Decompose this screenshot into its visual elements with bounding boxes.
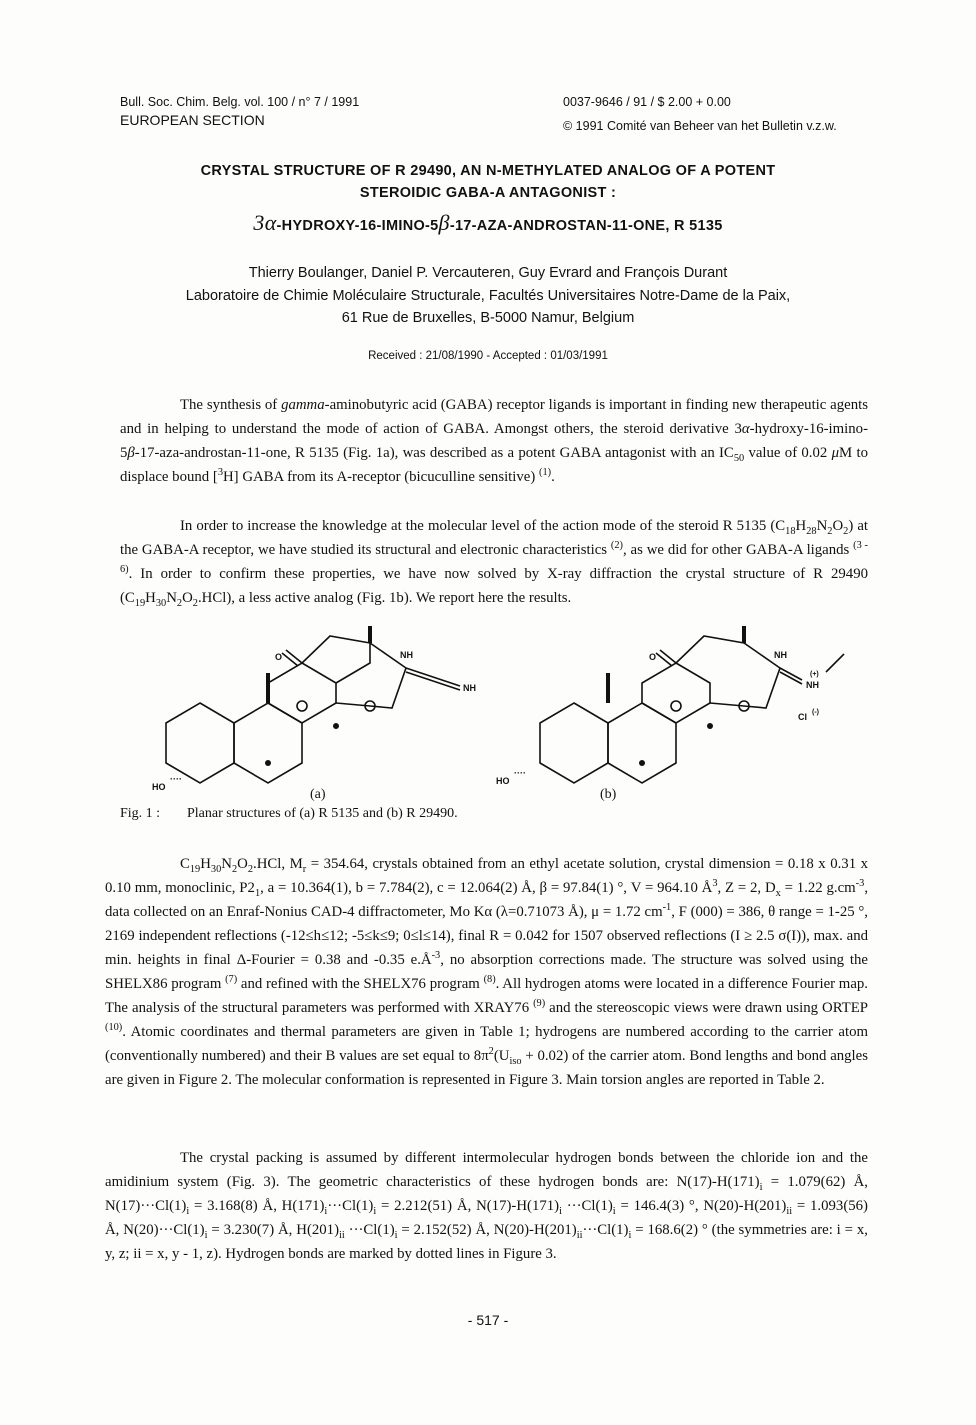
hashed-bond-a: ···· [170,774,182,784]
issn-price: 0037-9646 / 91 / $ 2.00 + 0.00 [563,95,731,109]
n-methyl-bond [826,654,844,672]
ring-b-left [540,703,608,783]
atom-label-o-a: O [275,652,283,662]
carbonyl-b-1 [660,650,676,663]
atom-label-cl: Cl [798,712,807,722]
page-number: - 517 - [467,1312,509,1328]
imine-a-2 [406,672,460,690]
affiliation-line-1: Laboratoire de Chimie Moléculaire Structurale, Facultés Universitaires Notre-Dame de la Paix, [185,288,791,304]
figure-caption: Planar structures of (a) R 5135 and (b) R 29490. [187,806,458,821]
hydrogen-bond-paragraph: The crystal packing is assumed by different intermolecular hydrogen bonds between the chloride ion and the amidinium system (Fig. 3). The geometric characteristics of these hydrogen bonds are: $N(17)-H(171)_i = 1.079(62)$ Å, $N(17)\cdot\cdot\cdot Cl(1)_i = 3.168(8)$ Å, $H(171)_i\cdot\cdot\cdot Cl(1)_i = 2.212(51)$ Å, $N(17)-H(171)_i \cdot\cdot\cdot Cl(1)_i = 146.4(3)$ °, $N(20)-H(201)_{ii} = 1.093(56)$ Å, $N(20)\cdot\cdot\cdot Cl(1)_i = 3.230(7)$ Å, $H(201)_{ii} \cdot\cdot\cdot Cl(1)_i = 2.152(52)$ Å, $N(20)-H(201)_{ii}\cdot\cdot\cdot Cl(1)_i = 168.6(2)$ ° (the symmetries are: i = x, y, z; ii = x, y - 1, z). Hydrogen bonds are marked by dotted lines in Figure 3. [105,1150,868,1262]
title-line-3-end: -17-AZA-ANDROSTAN-11-ONE, R 5135 [449,218,723,234]
bond-a-upper [336,643,370,683]
beta-symbol: β [438,210,450,235]
crystal-data-paragraph: $C_{19}H_{30}N_2O_2.HCl$, $M_r = 354.64$, crystals obtained from an ethyl acetate solution, crystal dimension = 0.18 x 0.31 x 0.10 mm, monoclinic, $P2_1$, a = 10.364(1), b = 7.784(2), c = 12.064(2) Å, β = 97.84(1) °, V = 964.10 $Å^3$, Z = 2, $D_x = 1.22$ $g.cm^{-3}$, data collected on an Enraf-Nonius CAD-4 diffractometer, Mo Kα (λ=0.71073 Å), μ = 1.72 $cm^{-1}$, F (000) = 386, θ range = 1-25 °, 2169 independent reflections (-12≤h≤12; -5≤k≤9; 0≤l≤14), final R = 0.042 for 1507 observed reflections (I ≥ 2.5 σ(I)), max. and min. heights in final Δ-Fourier = 0.38 and -0.35 $e.Å^{-3}$, no absorption corrections made. The structure was solved using the SHELX86 program $^{(7)}$ and refined with the SHELX76 program $^{(8)}$. All hydrogen atoms were located in a difference Fourier map. The analysis of the structural parameters was performed with XRAY76 $^{(9)}$ and the stereoscopic views were drawn using ORTEP $^{(10)}$. Atomic coordinates and thermal parameters are given in Table 1; hydrogens are numbered according to the carrier atom (conventionally numbered) and their B values are set equal to $8\pi^2(U_{iso} + 0.02)$ of the carrier atom. Bond lengths and bond angles are given in Figure 2. The molecular conformation is represented in Figure 3. Main torsion angles are reported in Table 2. [105,856,869,1088]
figure-label: Fig. 1 : [120,806,161,821]
atom-label-nh-imine-b: NH [806,680,819,690]
abstract-paragraph-2: In order to increase the knowledge at the molecular level of the action mode of the steroid R 5135 $(C_{18}H_{28}N_2O_2)$ at the GABA-A receptor, we have studied its structural and electronic characteristics $^{(2)}$, as we did for other GABA-A ligands $^{(3 - 6)}$. In order to confirm these properties, we have now solved by X-ray diffraction the crystal structure of R 29490 $(C_{19}H_{30}N_2O_2.HCl)$, a less active analog (Fig. 1b). We report here the results. [120,518,869,609]
ring-b-middle [608,703,676,783]
carbonyl-b-2 [656,653,672,666]
stereo-center-b-1 [671,701,681,711]
journal-reference: Bull. Soc. Chim. Belg. vol. 100 / n° 7 / 1991 [120,95,360,109]
carbonyl-a-1 [286,650,302,663]
title-line-2: STEROIDIC GABA-A ANTAGONIST : [359,185,617,201]
stereo-dot-a-2 [333,723,339,729]
title-line-3-mid: -HYDROXY-16-IMINO-5 [276,218,439,234]
stereo-dot-b-2 [707,723,713,729]
ring-a-middle [234,703,302,783]
atom-label-nh-ring-a: NH [400,650,413,660]
ring-a-left [166,703,234,783]
ring-a-upper [268,663,336,723]
atom-label-ho-a: HO [152,782,166,792]
affiliation-line-2: 61 Rue de Bruxelles, B-5000 Namur, Belgium [341,310,635,326]
stereo-dot-a-1 [265,760,271,766]
carbonyl-a-2 [282,653,298,666]
atom-label-ho-b: HO [496,776,510,786]
abstract-paragraph-1: The synthesis of gamma-aminobutyric acid (GABA) receptor ligands is important in finding new therapeutic agents and in helping to understand the mode of action of GABA. Amongst others, the steroid derivative 3α-hydroxy-16-imino-5β-17-aza-androstan-11-one, R 5135 (Fig. 1a), was described as a potent GABA antagonist with an $IC_{50}$ value of 0.02 μM to displace bound [$^3$H] GABA from its A-receptor (bicuculline sensitive) $^{(1)}$. [120,397,868,485]
title-line-3 [100,212,876,237]
figure-1-structures [130,618,850,830]
hashed-bond-b: ···· [514,768,526,778]
imine-a-1 [406,668,460,686]
stereo-dot-b-1 [639,760,645,766]
atom-label-plus-charge: (+) [810,671,819,678]
panel-label-b: (b) [600,787,617,802]
section-label: EUROPEAN SECTION [120,112,265,128]
structure-b [496,626,844,802]
atom-label-nh-ring-b: NH [774,650,787,660]
atom-label-nh-imine-a: NH [463,683,476,693]
panel-label-a: (a) [310,787,326,802]
stereo-center-a-1 [297,701,307,711]
atom-label-minus-charge: (-) [812,709,819,716]
structure-a [152,626,476,802]
ring-b-upper [642,663,710,723]
alpha-symbol: 3α [253,210,277,235]
atom-label-o-b: O [649,652,657,662]
copyright-line: © 1991 Comité van Beheer van het Bulletin v.z.w. [563,119,837,133]
received-accepted-dates: Received : 21/08/1990 - Accepted : 01/03/1991 [368,350,608,362]
title-line-1: CRYSTAL STRUCTURE OF R 29490, AN N-METHYLATED ANALOG OF A POTENT [200,163,776,179]
author-list: Thierry Boulanger, Daniel P. Vercauteren, Guy Evrard and François Durant [248,265,728,281]
